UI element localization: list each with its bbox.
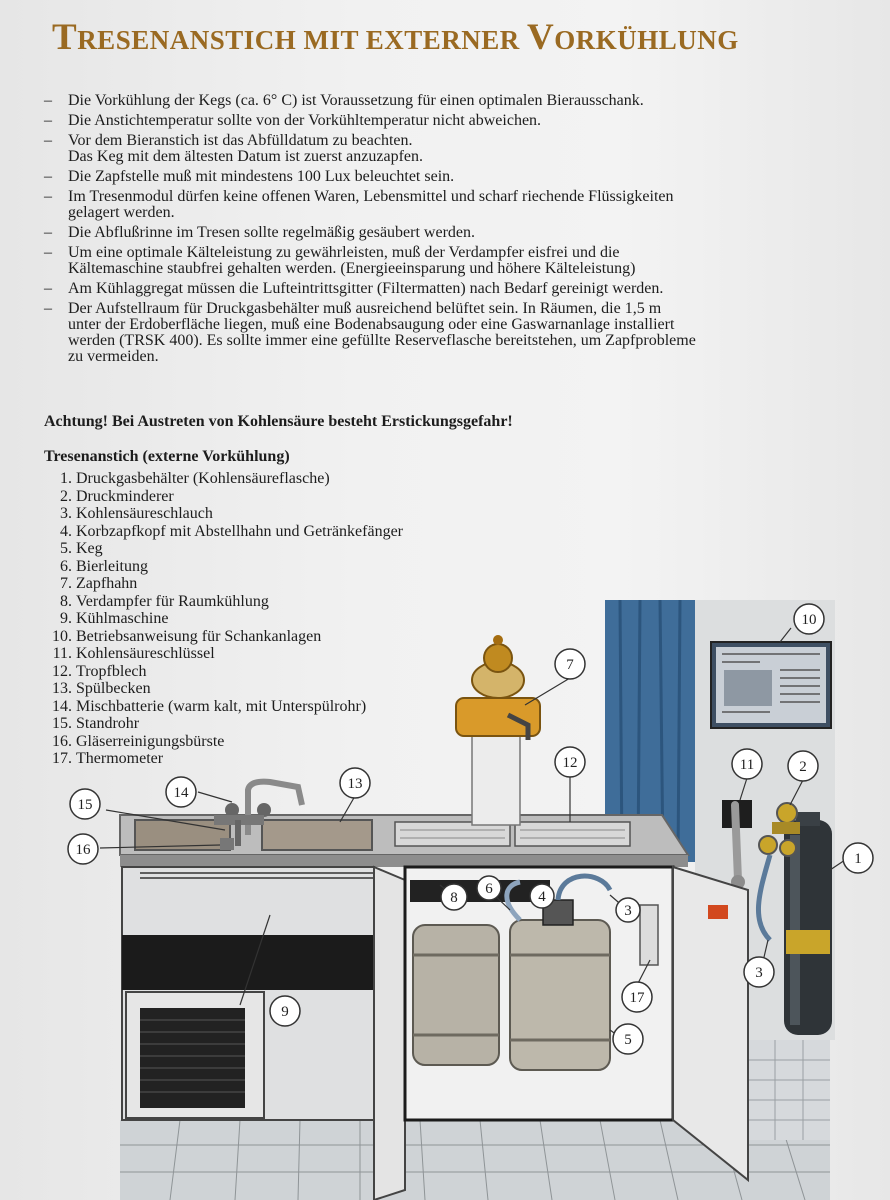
svg-text:15: 15 xyxy=(77,797,93,813)
legend-text: Keg xyxy=(76,540,103,557)
instruction-line: – Die Abflußrinne im Tresen sollte regelmäßig gesäubert werden. xyxy=(68,224,476,241)
title-initial-2: V xyxy=(527,17,555,58)
instruction-line: – Die Anstichtemperatur sollte von der Vorkühltemperatur nicht abweichen. xyxy=(68,112,542,129)
svg-text:7: 7 xyxy=(566,657,574,673)
callout-13 xyxy=(340,768,370,798)
callout-4 xyxy=(530,884,554,908)
callout-16 xyxy=(68,834,98,864)
callout-17 xyxy=(622,982,652,1012)
instruction-line: – Vor dem Bieranstich ist das Abfülldatum zu beachten. xyxy=(68,132,413,149)
callout-5 xyxy=(613,1024,643,1054)
instruction-line: unter der Erdoberfläche liegen, muß eine Bodenabsaugung oder eine Gaswarnanlage installiert xyxy=(68,316,675,333)
svg-text:17: 17 xyxy=(629,990,645,1006)
instruction-line: – Die Vorkühlung der Kegs (ca. 6° C) ist Voraussetzung für einen optimalen Bierausschank. xyxy=(68,92,644,109)
callout-3b xyxy=(744,957,774,987)
legend-text: Tropfblech xyxy=(76,662,147,680)
callout-6 xyxy=(477,876,501,900)
instruction-list xyxy=(44,93,834,369)
svg-text:6: 6 xyxy=(485,881,493,897)
instruction-line: werden (TRSK 400). Es sollte immer eine gefüllte Reserveflasche bereitstehen, um Zapfprobleme xyxy=(68,332,696,349)
instruction-line: gelagert werden. xyxy=(68,204,175,221)
svg-text:8: 8 xyxy=(450,890,458,906)
legend-number: 14. xyxy=(52,697,72,715)
legend-text: Druckminderer xyxy=(76,487,174,505)
legend-text: Thermometer xyxy=(76,750,164,767)
legend-item xyxy=(44,540,564,558)
callout-9 xyxy=(270,996,300,1026)
svg-text:10: 10 xyxy=(801,612,817,628)
callout-12 xyxy=(555,747,585,777)
legend-text: Kohlensäureschlauch xyxy=(76,505,213,522)
legend-number: 4. xyxy=(60,522,72,540)
glass-brush-icon xyxy=(220,838,234,850)
legend-text: Standrohr xyxy=(76,715,140,732)
page-title xyxy=(52,16,872,59)
svg-text:3: 3 xyxy=(755,965,763,981)
legend-item xyxy=(44,558,564,576)
legend-number: 15. xyxy=(52,715,72,732)
legend-text: Korbzapfkopf mit Abstellhahn und Getränkefänger xyxy=(76,522,404,540)
legend-text: Kohlensäureschlüssel xyxy=(76,645,215,662)
svg-text:4: 4 xyxy=(538,889,546,905)
legend-number: 17. xyxy=(52,750,72,767)
svg-text:5: 5 xyxy=(624,1032,632,1048)
legend-text: Kühlmaschine xyxy=(76,610,169,627)
callout-14 xyxy=(166,777,196,807)
title-text-2: ORKÜHLUNG xyxy=(554,25,739,55)
callout-7 xyxy=(555,649,585,679)
instruction-line: – Im Tresenmodul dürfen keine offenen Waren, Lebensmittel und scharf riechende Flüssigkeiten xyxy=(68,188,674,205)
instruction-item xyxy=(44,225,834,241)
svg-text:16: 16 xyxy=(75,842,91,858)
legend-text: Verdampfer für Raumkühlung xyxy=(76,592,269,610)
bar-counter-illustration xyxy=(0,590,890,1200)
callout-1 xyxy=(843,843,873,873)
instruction-line: Kältemaschine staubfrei gehalten werden. (Energieeinsparung und höhere Kälteleistung) xyxy=(68,260,636,277)
legend-number: 10. xyxy=(52,627,72,645)
legend-text: Betriebsanweisung für Schankanlagen xyxy=(76,627,322,645)
legend-text: Druckgasbehälter (Kohlensäureflasche) xyxy=(76,470,330,487)
legend-text: Zapfhahn xyxy=(76,575,138,592)
legend-number: 3. xyxy=(60,505,72,522)
title-text-1: RESENANSTICH MIT EXTERNER xyxy=(77,25,528,55)
standpipe-icon xyxy=(235,820,241,846)
instruction-line: – Um eine optimale Kälteleistung zu gewährleisten, muß der Verdampfer eisfrei und die xyxy=(68,244,620,261)
instruction-item xyxy=(44,301,834,365)
svg-text:2: 2 xyxy=(799,759,807,775)
instruction-item xyxy=(44,281,834,297)
callout-10 xyxy=(794,604,824,634)
legend-text: Spülbecken xyxy=(76,680,151,697)
svg-text:14: 14 xyxy=(173,785,189,801)
instruction-item xyxy=(44,189,834,221)
legend-number: 11. xyxy=(52,645,72,662)
legend-number: 2. xyxy=(60,487,72,505)
instruction-item xyxy=(44,169,834,185)
legend-number: 1. xyxy=(60,470,72,487)
operating-instructions-board xyxy=(711,642,831,728)
legend-number: 8. xyxy=(60,592,72,610)
instruction-item xyxy=(44,113,834,129)
legend-number: 6. xyxy=(60,557,72,575)
instruction-item xyxy=(44,245,834,277)
callout-8 xyxy=(441,884,467,910)
title-initial-1: T xyxy=(52,17,78,58)
svg-text:9: 9 xyxy=(281,1004,289,1020)
legend-item xyxy=(44,523,564,541)
legend-number: 16. xyxy=(52,732,72,750)
svg-text:13: 13 xyxy=(347,776,363,792)
instruction-line: Das Keg mit dem ältesten Datum ist zuerst anzuzapfen. xyxy=(68,148,423,165)
callout-11 xyxy=(732,749,762,779)
callout-3a xyxy=(616,898,640,922)
instruction-item xyxy=(44,93,834,109)
legend-text: Gläserreinigungsbürste xyxy=(76,732,225,750)
legend-number: 12. xyxy=(52,662,72,680)
counter-top xyxy=(120,815,688,867)
warning-text: Achtung! Bei Austreten von Kohlensäure besteht Erstickungsgefahr! xyxy=(44,413,513,430)
legend-text: Mischbatterie (warm kalt, mit Unterspülrohr) xyxy=(76,697,367,715)
instruction-line: – Die Zapfstelle muß mit mindestens 100 Lux beleuchtet sein. xyxy=(68,168,455,185)
legend-item xyxy=(44,488,564,506)
instruction-item xyxy=(44,133,834,165)
thermometer-icon xyxy=(640,905,658,965)
legend-number: 5. xyxy=(60,540,72,557)
legend-item xyxy=(44,505,564,523)
callout-15 xyxy=(70,789,100,819)
svg-text:3: 3 xyxy=(624,903,632,919)
beer-tap-tower-icon xyxy=(456,635,540,825)
instruction-line: – Am Kühlaggregat müssen die Lufteintrittsgitter (Filtermatten) nach Bedarf gereinigt werden. xyxy=(68,280,664,297)
instruction-line: – Der Aufstellraum für Druckgasbehälter muß ausreichend belüftet sein. In Räumen, die 1,5 m xyxy=(68,300,662,317)
svg-text:1: 1 xyxy=(854,851,862,867)
legend-number: 7. xyxy=(60,575,72,592)
svg-text:11: 11 xyxy=(739,757,755,773)
legend-number: 13. xyxy=(52,680,72,697)
legend-text: Bierleitung xyxy=(76,557,148,575)
legend-number: 9. xyxy=(60,610,72,627)
callout-2 xyxy=(788,751,818,781)
legend-item xyxy=(44,470,564,488)
legend-title: Tresenanstich (externe Vorkühlung) xyxy=(44,448,290,465)
svg-text:12: 12 xyxy=(562,755,578,771)
instruction-line: zu vermeiden. xyxy=(68,348,159,365)
